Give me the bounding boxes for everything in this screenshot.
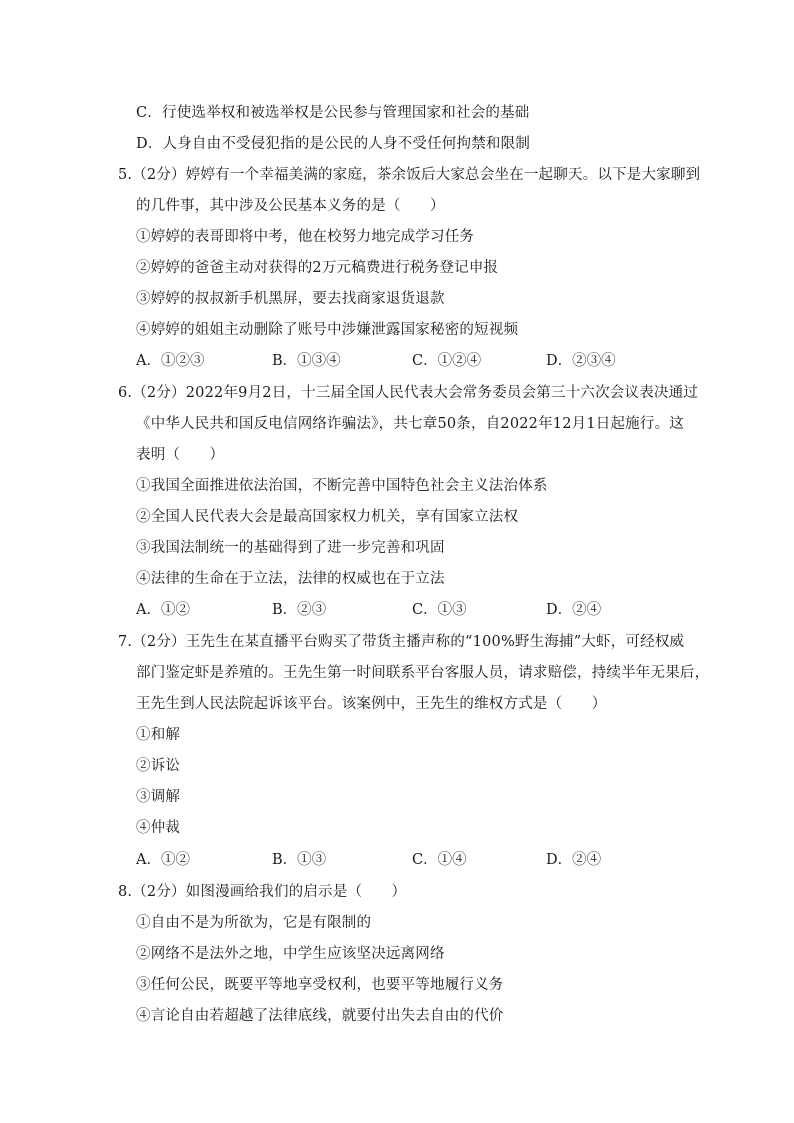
q7-option-c[interactable]: C．①④: [412, 852, 467, 868]
q5-option-b[interactable]: B．①③④: [272, 353, 341, 369]
q6-stem-line-2: 《中华人民共和国反电信网络诈骗法》，共七章50条，自2022年12月1日起施行。这: [136, 416, 684, 432]
q7-stem-line-2: 部门鉴定虾是养殖的。王先生第一时间联系平台客服人员，请求赔偿，持续半年无果后，: [136, 665, 710, 681]
q8-stem-line-1: 8.（2分）如图漫画给我们的启示是（ ）: [118, 884, 407, 900]
q7-item-4: ④仲裁: [136, 820, 181, 836]
q8-item-1: ①自由不是为所欲为，它是有限制的: [136, 915, 372, 931]
q5-item-1: ①婷婷的表哥即将中考，他在校努力地完成学习任务: [136, 229, 475, 245]
q5-option-d[interactable]: D．②③④: [546, 353, 616, 369]
q6-option-a[interactable]: A．①②: [136, 602, 190, 618]
q7-stem-line-1: 7.（2分）王先生在某直播平台购买了带货主播声称的“100%野生海捕”大虾，可经权威: [118, 634, 685, 650]
q5-item-3: ③婷婷的叔叔新手机黑屏，要去找商家退货退款: [136, 291, 445, 307]
q6-option-b[interactable]: B．②③: [272, 602, 327, 618]
q6-item-3: ③我国法制统一的基础得到了进一步完善和巩固: [136, 540, 445, 556]
q7-stem-line-3: 王先生到人民法院起诉该平台。该案例中，王先生的维权方式是（ ）: [136, 696, 607, 712]
q5-item-2: ②婷婷的爸爸主动对获得的2万元稿费进行税务登记申报: [136, 260, 499, 276]
q6-item-1: ①我国全面推进依法治国，不断完善中国特色社会主义法治体系: [136, 478, 548, 494]
q7-item-1: ①和解: [136, 727, 181, 743]
q6-item-2: ②全国人民代表大会是最高国家权力机关，享有国家立法权: [136, 509, 519, 525]
q7-item-3: ③调解: [136, 789, 181, 805]
q8-item-4: ④言论自由若超越了法律底线，就要付出失去自由的代价: [136, 1008, 504, 1024]
q6-option-d[interactable]: D．②④: [546, 602, 602, 618]
q6-option-c[interactable]: C．①③: [412, 602, 467, 618]
q8-item-3: ③任何公民，既要平等地享受权利，也要平等地履行义务: [136, 977, 504, 993]
q6-stem-line-3: 表明（ ）: [136, 447, 225, 463]
q6-stem-line-1: 6.（2分）2022年9月2日，十三届全国人民代表大会常务委员会第三十六次会议表决通过: [118, 385, 699, 401]
q5-option-c[interactable]: C．①②④: [412, 353, 482, 369]
q7-item-2: ②诉讼: [136, 758, 181, 774]
q4-option-c: C．行使选举权和被选举权是公民参与管理国家和社会的基础: [136, 105, 530, 121]
q7-option-b[interactable]: B．①③: [272, 852, 327, 868]
q5-option-a[interactable]: A．①②③: [136, 353, 205, 369]
q5-stem-line-2: 的几件事，其中涉及公民基本义务的是（ ）: [136, 198, 445, 214]
q7-option-d[interactable]: D．②④: [546, 852, 602, 868]
q6-item-4: ④法律的生命在于立法，法律的权威也在于立法: [136, 571, 445, 587]
q5-stem-line-1: 5.（2分）婷婷有一个幸福美满的家庭，茶余饭后大家总会坐在一起聊天。以下是大家聊到: [118, 167, 701, 183]
q7-option-a[interactable]: A．①②: [136, 852, 190, 868]
q4-option-d: D．人身自由不受侵犯指的是公民的人身不受任何拘禁和限制: [136, 136, 531, 152]
q5-item-4: ④婷婷的姐姐主动删除了账号中涉嫌泄露国家秘密的短视频: [136, 322, 519, 338]
q8-item-2: ②网络不是法外之地，中学生应该坚决远离网络: [136, 946, 445, 962]
